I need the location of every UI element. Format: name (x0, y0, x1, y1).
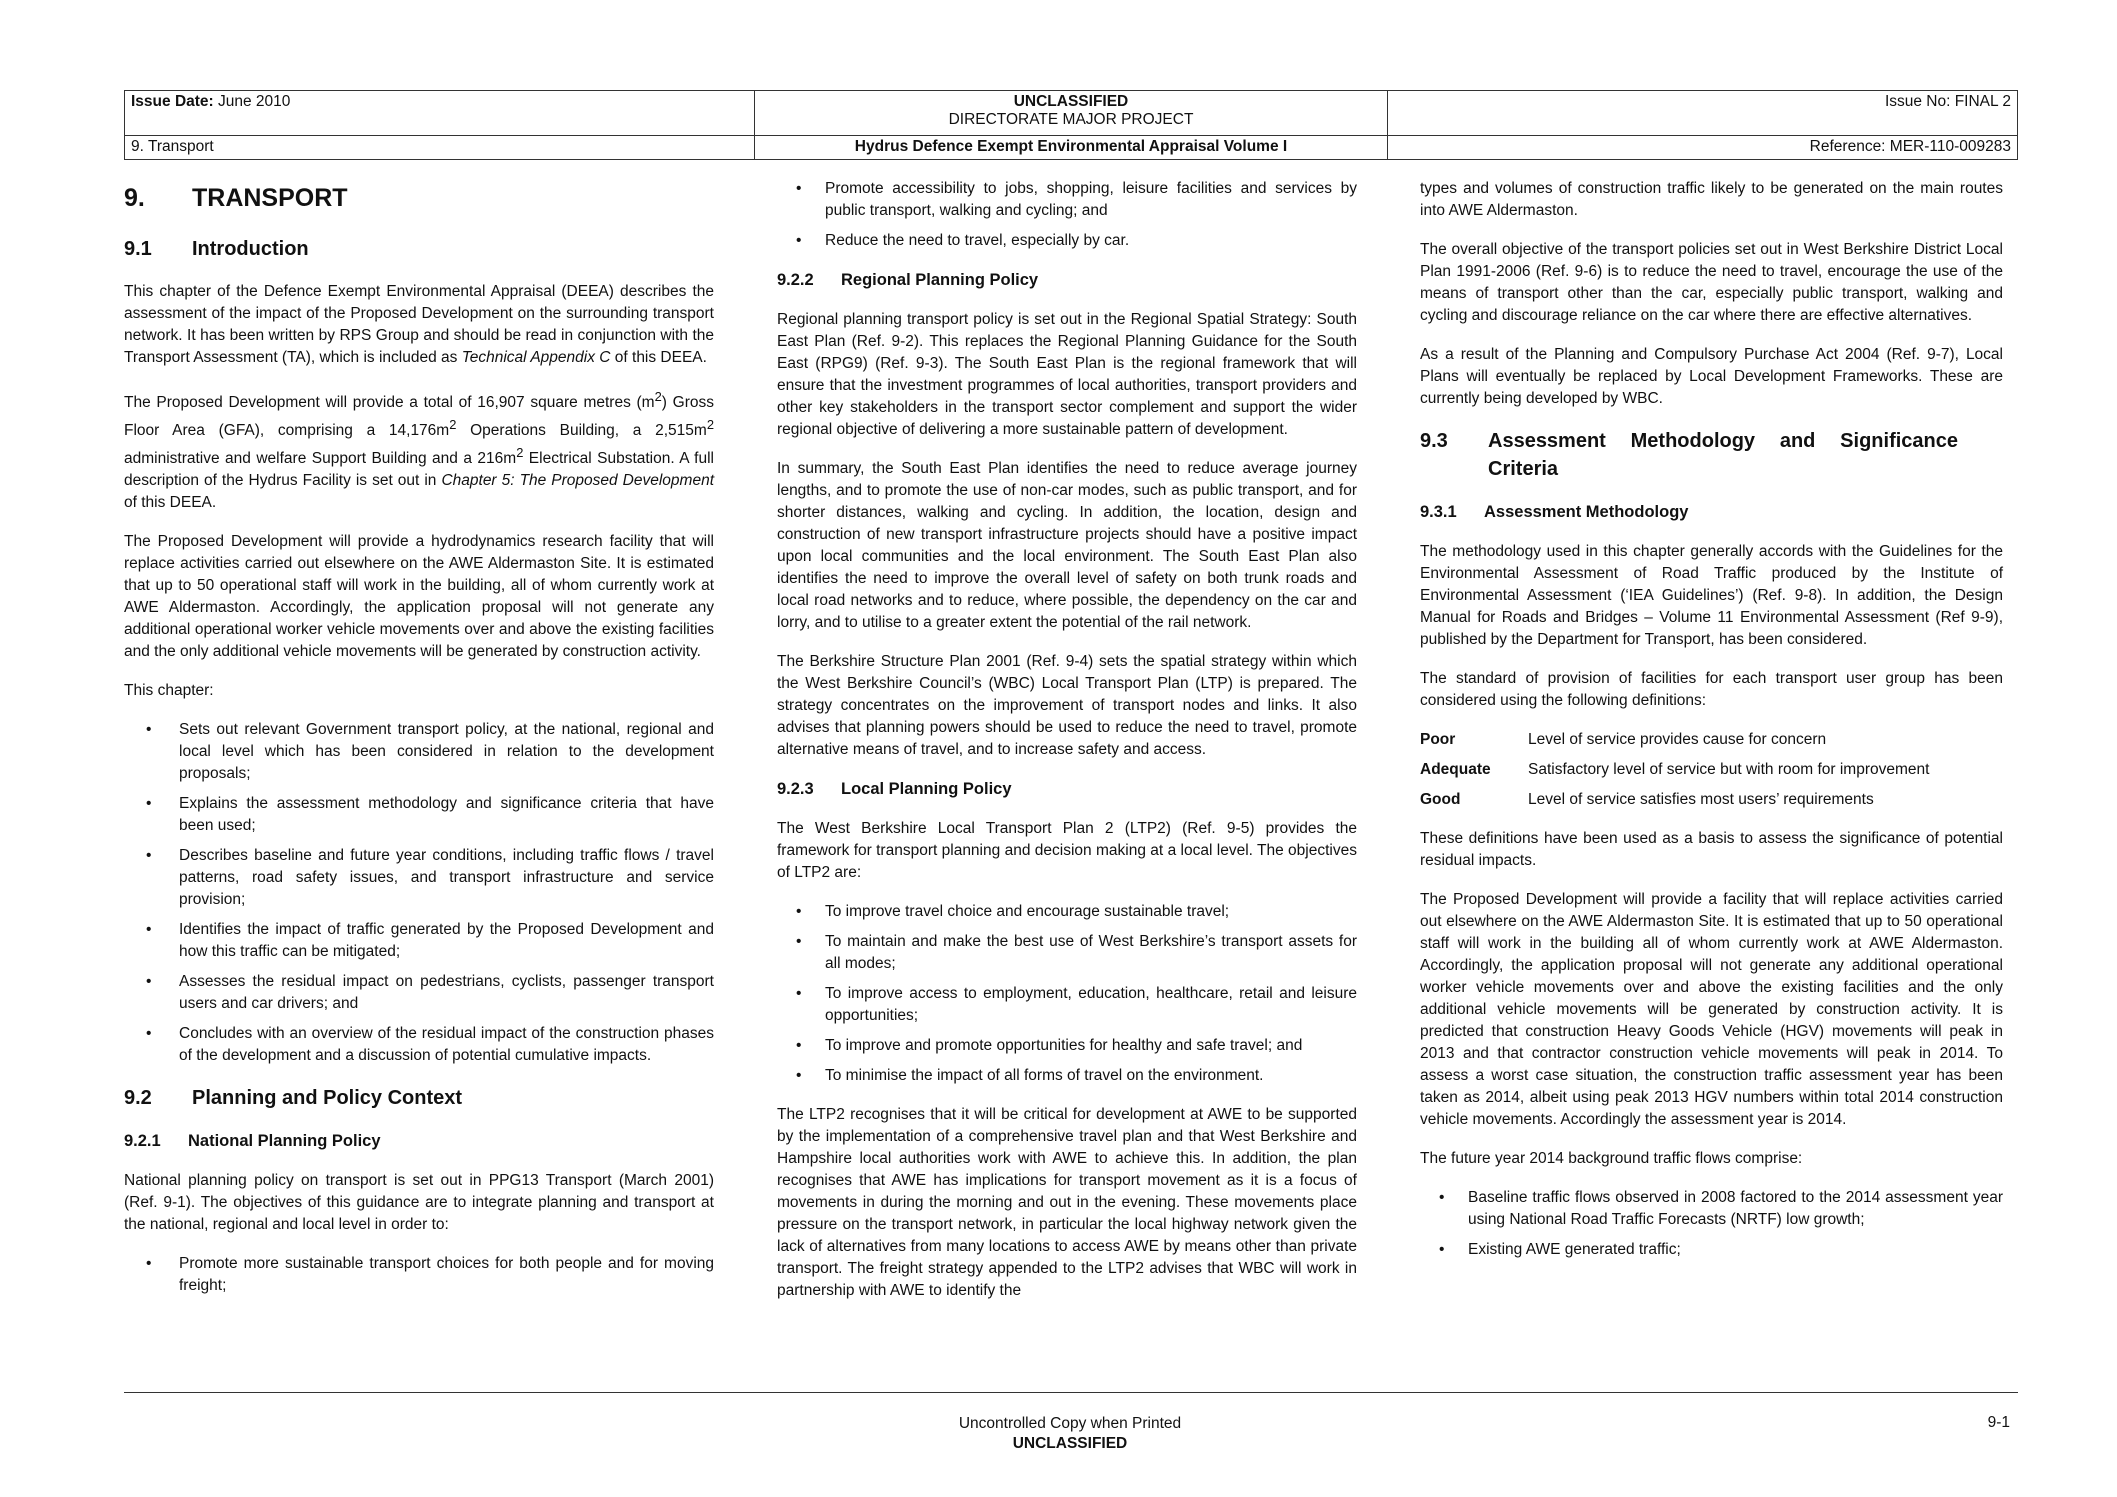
heading-9-1: 9.1 Introduction (124, 238, 309, 260)
paragraph: As a result of the Planning and Compulsory Purchase Act 2004 (Ref. 9-7), Local Plans will eventually be replaced by Local Development Frameworks. These are currently being developed by WBC. (1420, 346, 2003, 407)
paragraph: National planning policy on transport is set out in PPG13 Transport (March 2001) (Ref. 9-1). The objectives of this guidance are to integrate planning and transport at the national, regional and local level in order to: (124, 1172, 714, 1234)
list-item: • Promote accessibility to jobs, shopping, leisure facilities and services by public transport, walking and cycling; and (796, 180, 1357, 219)
paragraph: The overall objective of the transport policies set out in West Berkshire District Local Plan 1991-2006 (Ref. 9-6) is to reduce the need to travel, encourage the use of the means of transport other than the car, especially public transport, walking and cycling and discourage reliance on the car where there are effective alternatives. (1420, 241, 2003, 324)
section-cell: 9. Transport (125, 136, 755, 160)
bullet-list (777, 901, 1357, 1087)
issue-date-cell: Issue Date: June 2010 (125, 91, 755, 136)
column-middle (777, 178, 1357, 1319)
definition-row: Adequate Satisfactory level of service but with room for improvement (1420, 761, 1930, 778)
list-item: • Identifies the impact of traffic generated by the Proposed Development and how this traffic can be mitigated; (146, 921, 714, 961)
heading-9-2-2: 9.2.2 Regional Planning Policy (777, 271, 1039, 289)
column-left (124, 178, 714, 1314)
volume-cell: Hydrus Defence Exempt Environmental Appraisal Volume I (755, 136, 1388, 160)
paragraph: This chapter: (124, 682, 214, 700)
list-item: • To maintain and make the best use of West Berkshire’s transport assets for all modes; (796, 933, 1357, 972)
list-item: • Promote more sustainable transport choices for both people and for moving freight; (146, 1255, 714, 1295)
paragraph: In summary, the South East Plan identifies the need to reduce average journey lengths, and to promote the use of non-car modes, such as public transport, and for shorter distances, walking and cycling. In addition, the location, design and construction of new transport infrastructure projects should have a positive impact upon local communities and the local environment. The South East Plan also identifies the need to improve the overall level of safety on both trunk roads and local road networks and to reduce, where possible, the dependency on the car and lorry, and to utilise to a greater extent the potential of the rail network. (777, 460, 1357, 631)
issue-no-cell: Issue No: FINAL 2 (1388, 91, 2018, 136)
list-item: • Baseline traffic flows observed in 2008 factored to the 2014 assessment year using National Road Traffic Forecasts (NRTF) low growth; (1439, 1189, 2003, 1228)
bullet-list (777, 178, 1357, 252)
footer-classification: UNCLASSIFIED (1012, 1435, 1128, 1452)
list-item: • Describes baseline and future year conditions, including traffic flows / travel patterns, road safety issues, and transport infrastructure and service provision; (146, 847, 714, 909)
bullet-list (1420, 1187, 2003, 1261)
heading-9-3: 9.3 Assessment Methodology and Significance Criteria (1420, 430, 1958, 480)
heading-9-3-1: 9.3.1 Assessment Methodology (1420, 503, 1689, 521)
paragraph: The standard of provision of facilities for each transport user group has been considered using the following definitions: (1420, 670, 2003, 709)
heading-9-2-3: 9.2.3 Local Planning Policy (777, 780, 1012, 798)
list-item: • Assesses the residual impact on pedestrians, cyclists, passenger transport users and car drivers; and (146, 973, 714, 1013)
paragraph: The West Berkshire Local Transport Plan 2 (LTP2) (Ref. 9-5) provides the framework for transport planning and decision making at a local level. The objectives of LTP2 are: (777, 820, 1357, 881)
list-item: • To improve and promote opportunities for healthy and safe travel; and (796, 1037, 1303, 1054)
column-right (1420, 178, 2003, 1278)
paragraph: The Proposed Development will provide a total of 16,907 square metres $(m^2)$ Gross Floor Area (GFA), comprising a $14,176m^2$ Operations Building, a $2,515m^2$ administrative and welfare Support Building and a $216m^2$ Electrical Substation. A full description of the Hydrus Facility is set out in Chapter 5: The Proposed Development of this DEEA. (124, 389, 715, 512)
definition-row: Good Level of service satisfies most users’ requirements (1420, 791, 1874, 808)
reference-cell: Reference: MER-110-009283 (1388, 136, 2018, 160)
footer-copy-note: Uncontrolled Copy when Printed (958, 1415, 1182, 1432)
list-item: • Reduce the need to travel, especially by car. (796, 232, 1130, 249)
classification-cell: UNCLASSIFIED DIRECTORATE MAJOR PROJECT (755, 91, 1388, 136)
heading-9-2-1: 9.2.1 National Planning Policy (124, 1132, 381, 1151)
list-item: • Concludes with an overview of the residual impact of the construction phases of the development and a discussion of potential cumulative impacts. (146, 1025, 714, 1065)
paragraph: types and volumes of construction traffic likely to be generated on the main routes into AWE Aldermaston. (1420, 180, 2003, 219)
footer (870, 1414, 1270, 1454)
bullet-list (124, 719, 714, 1067)
list-item: • To improve access to employment, education, healthcare, retail and leisure opportunities; (796, 985, 1357, 1024)
bullet-list (124, 1253, 714, 1297)
definition-list (1420, 729, 2003, 811)
chapter-title: 9. TRANSPORT (124, 184, 348, 212)
paragraph: The Proposed Development will provide a facility that will replace activities carried out elsewhere on the AWE Aldermaston Site. It is estimated that up to 50 operational staff will work in the building all of whom currently work at AWE Aldermaston. Accordingly, the application proposal will not generate any additional operational worker vehicle movements over and above the existing facilities and the only additional vehicle movements will be generated by construction activity. It is predicted that construction Heavy Goods Vehicle (HGV) movements will peak in 2013 and that contractor construction vehicle movements will peak in 2014. To assess a worst case situation, the construction traffic assessment year has been taken as 2014, albeit using peak 2013 HGV numbers within total 2014 construction vehicle movements. Accordingly the assessment year is 2014. (1420, 891, 2003, 1128)
list-item: • Explains the assessment methodology and significance criteria that have been used; (146, 795, 714, 835)
paragraph: The LTP2 recognises that it will be critical for development at AWE to be supported by the implementation of a comprehensive travel plan and that West Berkshire and Hampshire local authorities work with AWE to achieve this. In addition, the plan recognises that AWE has implications for transport movement as it is a focus of movements in during the morning and out in the evening. These movements place pressure on the transport network, in particular the local highway network given the lack of alternatives from many locations to access AWE by means other than private transport. The freight strategy appended to the LTP2 advises that WBC will work in partnership with AWE to identify the (777, 1106, 1357, 1299)
paragraph: This chapter of the Defence Exempt Environmental Appraisal (DEEA) describes the assessment of the impact of the Proposed Development on the surrounding transport network. It has been written by RPS Group and should be read in conjunction with the Transport Assessment (TA), which is included as Technical Appendix C of this DEEA. (124, 283, 714, 366)
paragraph: Regional planning transport policy is set out in the Regional Spatial Strategy: South East Plan (Ref. 9-2). This replaces the Regional Planning Guidance for the South East (RPG9) (Ref. 9-3). The South East Plan is the regional framework that will ensure that the investment programmes of local authorities, transport providers and other key stakeholders in the transport sector complement and support the wider regional objective of delivering a more sustainable pattern of development. (777, 311, 1357, 438)
definition-row: Poor Level of service provides cause for concern (1420, 731, 1827, 748)
paragraph: The methodology used in this chapter generally accords with the Guidelines for the Environmental Assessment of Road Traffic produced by the Institute of Environmental Assessment (‘IEA Guidelines’) (Ref. 9-8). In addition, the Design Manual for Roads and Bridges – Volume 11 Environmental Assessment (Ref 9-9), published by the Department for Transport, has been considered. (1420, 543, 2003, 648)
paragraph: The Proposed Development will provide a hydrodynamics research facility that will replace activities carried out elsewhere on the AWE Aldermaston Site. It is estimated that up to 50 operational staff will work in the building, all of whom currently work at AWE Aldermaston. Accordingly, the application proposal will not generate any additional operational worker vehicle movements over and above the existing facilities and the only additional vehicle movements will be generated by construction activity. (124, 533, 714, 661)
footer-divider (124, 1392, 2018, 1393)
header-table (124, 90, 2018, 160)
list-item: • To minimise the impact of all forms of travel on the environment. (796, 1067, 1264, 1084)
page-number: 9-1 (1987, 1414, 2010, 1431)
list-item: • Sets out relevant Government transport policy, at the national, regional and local level which has been considered in relation to the development proposals; (146, 721, 714, 783)
paragraph: The Berkshire Structure Plan 2001 (Ref. 9-4) sets the spatial strategy within which the West Berkshire Council’s (WBC) Local Transport Plan (LTP) is prepared. The strategy concentrates on the improvement of transport nodes and links. It also advises that planning powers should be used to reduce the need to travel, promote alternative means of travel, and to increase safety and access. (777, 653, 1357, 758)
paragraph: The future year 2014 background traffic flows comprise: (1420, 1150, 1803, 1167)
list-item: • Existing AWE generated traffic; (1439, 1241, 1681, 1258)
paragraph: These definitions have been used as a basis to assess the significance of potential residual impacts. (1420, 830, 2003, 869)
list-item: • To improve travel choice and encourage sustainable travel; (796, 903, 1230, 920)
heading-9-2: 9.2 Planning and Policy Context (124, 1087, 463, 1110)
